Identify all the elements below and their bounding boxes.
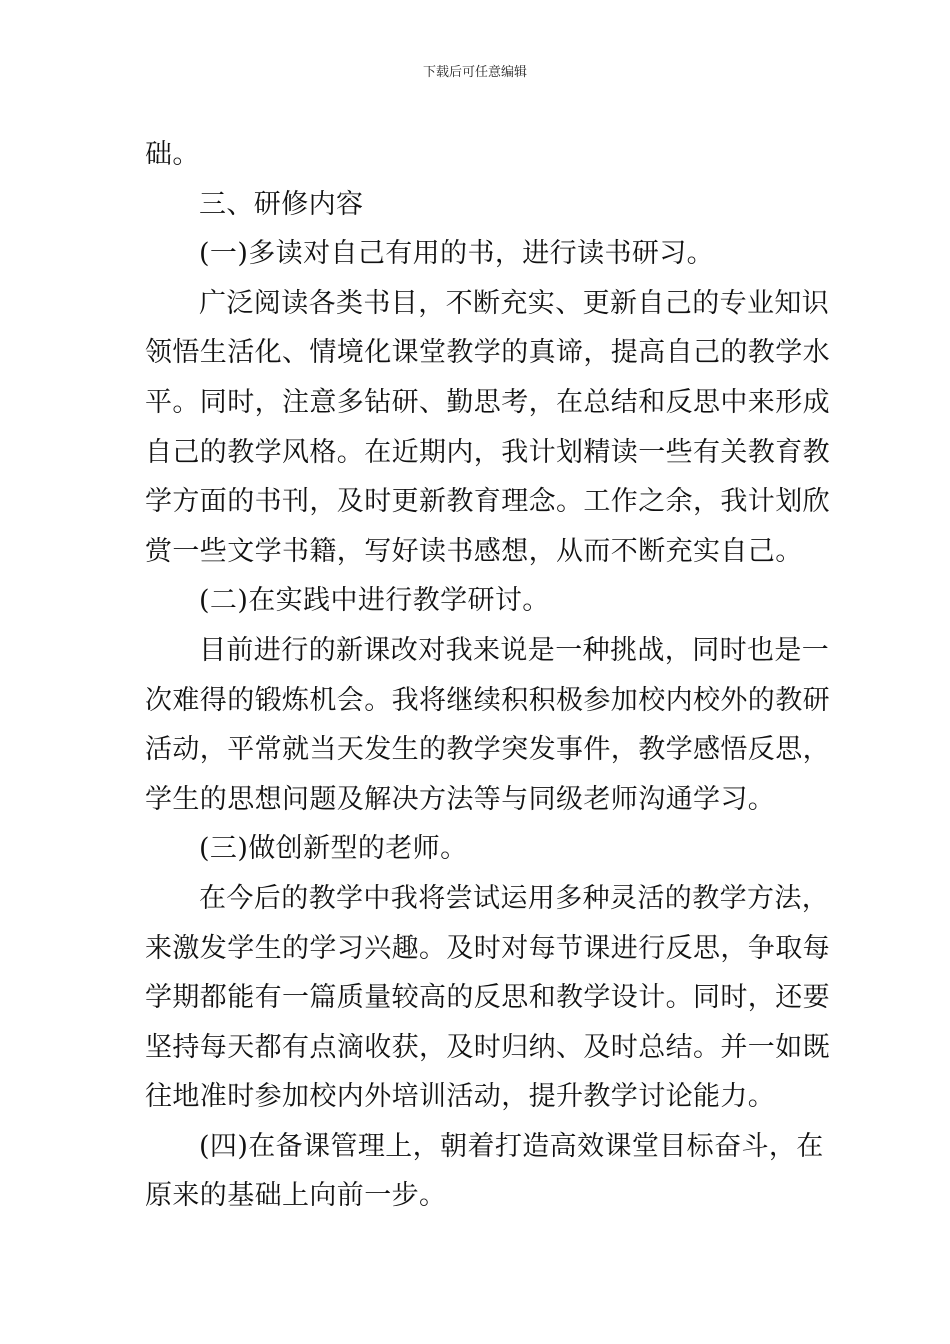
page-header: 下载后可任意编辑 — [422, 65, 527, 80]
text-line: 目前进行的新课改对我来说是一种挑战，同时也是一 — [199, 634, 830, 666]
text-line: 来激发学生的学习兴趣。及时对每节课进行反思，争取每 — [145, 932, 830, 964]
subsection-heading: (三)做创新型的老师。 — [199, 833, 468, 865]
text-line: 往地准时参加校内外培训活动，提升教学讨论能力。 — [145, 1081, 776, 1113]
text-line: 学生的思想问题及解决方法等与同级老师沟通学习。 — [145, 783, 776, 815]
text-line: 础。 — [145, 139, 200, 170]
subsection-heading: (一)多读对自己有用的书，进行读书研习。 — [199, 238, 715, 270]
text-line: 在今后的教学中我将尝试运用多种灵活的教学方法， — [199, 882, 830, 914]
text-line: 活动，平常就当天发生的教学突发事件，教学感悟反思， — [145, 734, 830, 766]
text-line: 次难得的锻炼机会。我将继续积积极参加校内校外的教研 — [145, 684, 830, 716]
section-heading: 三、研修内容 — [199, 188, 364, 220]
text-line: 学期都能有一篇质量较高的反思和教学设计。同时，还要 — [145, 982, 830, 1014]
text-line: 平。同时，注意多钻研、勤思考，在总结和反思中来形成 — [145, 386, 830, 418]
text-line: 学方面的书刊，及时更新教育理念。工作之余，我计划欣 — [145, 486, 830, 518]
text-line: 广泛阅读各类书目，不断充实、更新自己的专业知识 — [199, 287, 830, 319]
text-line: 赏一些文学书籍，写好读书感想，从而不断充实自己。 — [145, 535, 803, 567]
document-body — [145, 130, 830, 1221]
text-line: 原来的基础上向前一步。 — [145, 1180, 447, 1212]
text-line: 坚持每天都有点滴收获，及时归纳、及时总结。并一如既 — [145, 1031, 830, 1063]
text-line: 领悟生活化、情境化课堂教学的真谛，提高自己的教学水 — [145, 337, 830, 369]
subsection-heading: (二)在实践中进行教学研讨。 — [199, 585, 550, 617]
text-line: 自己的教学风格。在近期内，我计划精读一些有关教育教 — [145, 436, 830, 468]
subsection-heading: (四)在备课管理上，朝着打造高效课堂目标奋斗，在 — [199, 1130, 824, 1162]
